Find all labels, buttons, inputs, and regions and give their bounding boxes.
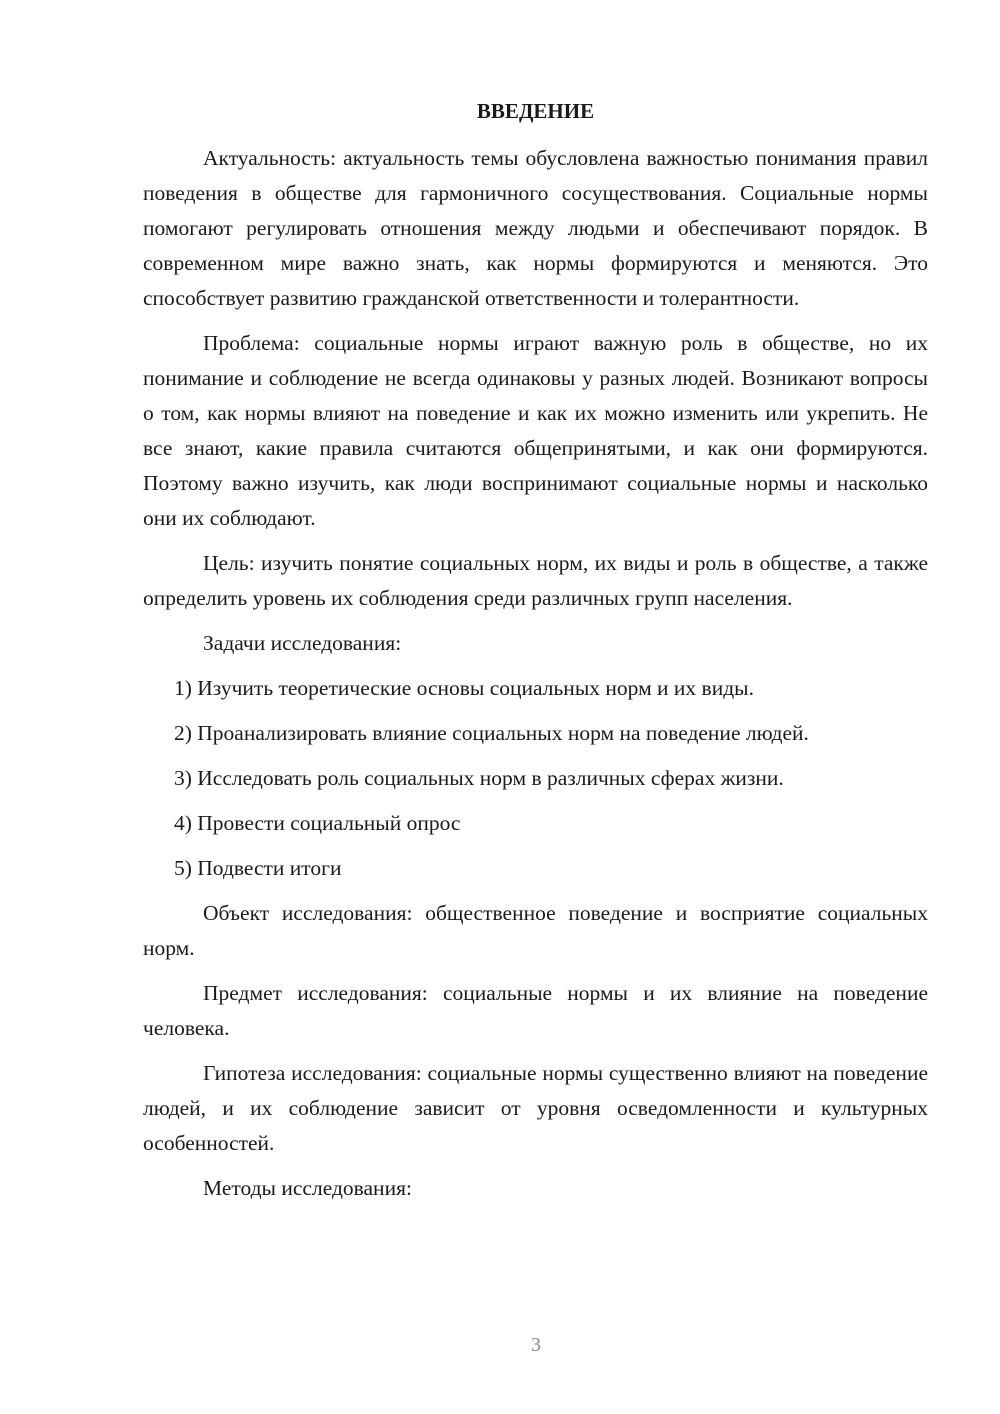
subject-paragraph: Предмет исследования: социальные нормы и их влияние на поведение человека. [143,981,928,1040]
hypothesis-paragraph: Гипотеза исследования: социальные нормы существенно влияют на поведение людей, и их соблюдение зависит от уровня осведомленности и культурных особенностей. [143,1061,928,1155]
goal-paragraph: Цель: изучить понятие социальных норм, их виды и роль в обществе, а также определить уровень их соблюдения среди различных групп населения. [143,551,928,610]
task-item-1: 1) Изучить теоретические основы социальных норм и их виды. [174,676,754,700]
methods-heading: Методы исследования: [203,1176,412,1200]
page-number: 3 [531,1334,541,1356]
task-item-5: 5) Подвести итоги [174,856,342,880]
page-content [143,94,928,1216]
problem-paragraph: Проблема: социальные нормы играют важную роль в обществе, но их понимание и соблюдение не всегда одинаковы у разных людей. Возникают вопросы о том, как нормы влияют на поведение и как их можно изменить или укрепить. Не все знают, какие правила считаются общепринятыми, и как они формируются. Поэтому важно изучить, как люди воспринимают социальные нормы и насколько они их соблюдают. [143,331,928,530]
tasks-heading: Задачи исследования: [203,631,402,655]
section-title: ВВЕДЕНИЕ [476,99,595,123]
object-paragraph: Объект исследования: общественное поведение и восприятие социальных норм. [143,901,928,960]
task-item-3: 3) Исследовать роль социальных норм в различных сферах жизни. [174,766,784,790]
task-item-2: 2) Проанализировать влияние социальных норм на поведение людей. [174,721,809,745]
relevance-paragraph: Актуальность: актуальность темы обусловлена важностью понимания правил поведения в обществе для гармоничного сосуществования. Социальные нормы помогают регулировать отношения между людьми и обеспечивают порядок. В современном мире важно знать, как нормы формируются и меняются. Это способствует развитию гражданской ответственности и толерантности. [143,146,928,310]
task-item-4: 4) Провести социальный опрос [174,811,461,835]
